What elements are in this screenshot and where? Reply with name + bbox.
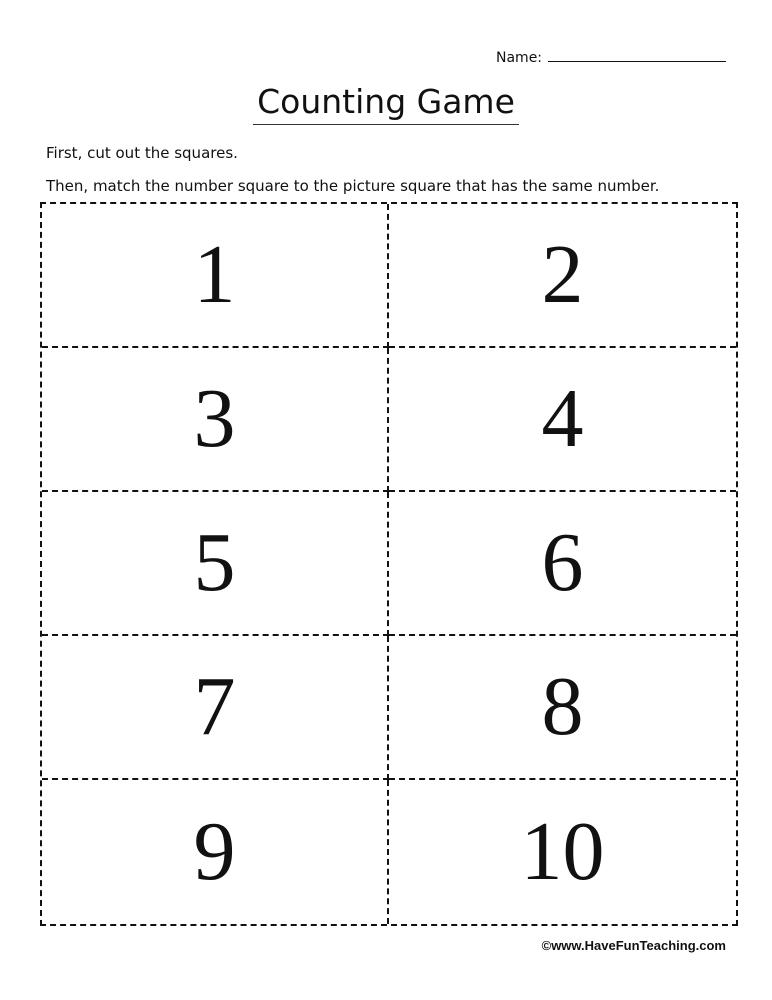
number-card[interactable]: 8 — [389, 636, 736, 780]
page-title: Counting Game — [253, 82, 519, 125]
instruction-1: First, cut out the squares. — [46, 144, 238, 162]
page-title-wrapper — [0, 82, 772, 125]
copyright-footer: ©www.HaveFunTeaching.com — [541, 938, 726, 953]
instruction-2: Then, match the number square to the picture square that has the same number. — [46, 177, 660, 195]
number-card[interactable]: 7 — [42, 636, 389, 780]
number-card[interactable]: 3 — [42, 348, 389, 492]
name-blank-line[interactable] — [548, 51, 726, 62]
number-card[interactable]: 5 — [42, 492, 389, 636]
name-field-label — [496, 50, 726, 66]
number-card[interactable]: 4 — [389, 348, 736, 492]
name-label: Name: — [496, 50, 543, 66]
number-card[interactable]: 9 — [42, 780, 389, 924]
number-card[interactable]: 2 — [389, 204, 736, 348]
number-card[interactable]: 6 — [389, 492, 736, 636]
number-card[interactable]: 1 — [42, 204, 389, 348]
number-card[interactable]: 10 — [520, 805, 605, 898]
number-cards-grid — [40, 202, 738, 926]
